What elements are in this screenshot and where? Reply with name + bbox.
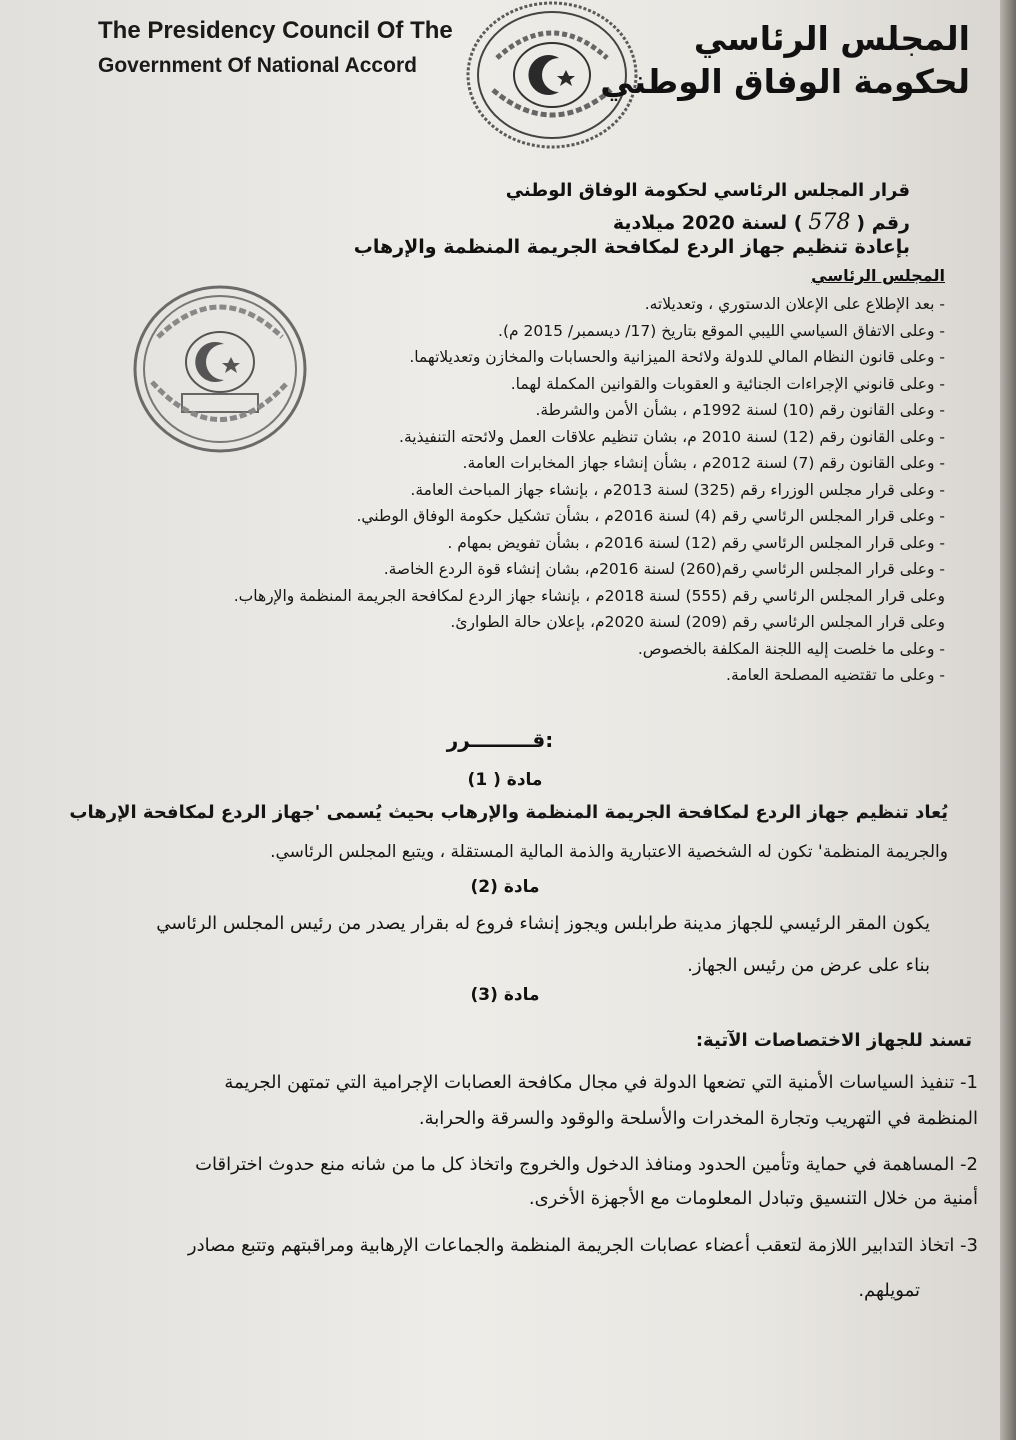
decision-title-line1: قرار المجلس الرئاسي لحكومة الوفاق الوطني: [505, 180, 910, 201]
recital-item: - وعلى ما خلصت إليه اللجنة المكلفة بالخصوص.: [637, 639, 945, 658]
article-1-line1: يُعاد تنظيم جهاز الردع لمكافحة الجريمة المنظمة والإرهاب بحيث يُسمى 'جهاز الردع لمكافحة الإرهاب: [69, 802, 948, 823]
recital-item: - وعلى قانون النظام المالي للدولة ولائحة الميزانية والحسابات والمخازن وتعديلاتهما.: [409, 348, 945, 366]
recitals-list: [85, 291, 945, 689]
letterhead-ar-line1: المجلس الرئاسي: [693, 19, 970, 58]
number-suffix: ) لسنة 2020 ميلادية: [612, 212, 803, 234]
recital-item: - وعلى قرار المجلس الرئاسي رقم (12) لسنة 2016م ، بشأن تفويض بمهام .: [447, 533, 945, 552]
recital-item: وعلى قرار المجلس الرئاسي رقم (555) لسنة 2018م ، بإنشاء جهاز الردع لمكافحة الجريمة المنظمة والإرهاب.: [233, 586, 945, 605]
letterhead-en-line2: Government Of National Accord: [98, 54, 417, 77]
article-3-intro: تسند للجهاز الاختصاصات الآتية:: [695, 1030, 972, 1051]
article-3-item-1-line1: 1- تنفيذ السياسات الأمنية التي تضعها الدولة في مجال مكافحة العصابات الإجرامية التي تمتهن الجريمة: [224, 1072, 978, 1093]
recital-item: - وعلى قرار مجلس الوزراء رقم (325) لسنة 2013م ، بإنشاء جهاز المباحث العامة.: [410, 480, 945, 499]
article-3-title: مادة (3): [470, 985, 540, 1005]
recital-item: - وعلى قرار المجلس الرئاسي رقم (4) لسنة 2016م ، بشأن تشكيل حكومة الوفاق الوطني.: [356, 507, 945, 525]
recital-item: - وعلى ما تقتضيه المصلحة العامة.: [726, 666, 945, 684]
article-1-line2: والجريمة المنظمة' تكون له الشخصية الاعتبارية والذمة المالية المستقلة ، ويتبع المجلس الرئاسي.: [270, 842, 948, 862]
arabic-letterhead: [600, 18, 970, 104]
english-letterhead: [98, 16, 453, 86]
recital-item: - وعلى القانون رقم (7) لسنة 2012م ، بشأن إنشاء جهاز المخابرات العامة.: [462, 454, 945, 472]
article-1-title: مادة ( 1): [467, 770, 543, 790]
recital-item: - وعلى القانون رقم (12) لسنة 2010 م، بشان تنظيم علاقات العمل ولائحته التنفيذية.: [399, 427, 945, 446]
article-2-line1: يكون المقر الرئيسي للجهاز مدينة طرابلس ويجوز إنشاء فروع له بقرار يصدر من رئيس المجلس الرئاسي: [156, 913, 930, 934]
recital-item: - وعلى القانون رقم (10) لسنة 1992م ، بشأن الأمن والشرطة.: [535, 401, 945, 419]
recital-item: - وعلى الاتفاق السياسي الليبي الموقع بتاريخ (17/ ديسمبر/ 2015 م).: [498, 321, 945, 340]
letterhead-en-line1: The Presidency Council Of The: [98, 17, 453, 44]
letterhead-ar-line2: لحكومة الوفاق الوطني: [600, 61, 970, 101]
article-3-item-2-line1: 2- المساهمة في حماية وتأمين الحدود ومنافذ الدخول والخروج واتخاذ كل ما من شانه منع حدوث اختراقات: [195, 1154, 978, 1175]
decision-number-line: [613, 210, 910, 235]
council-label: المجلس الرئاسي: [811, 266, 945, 285]
handwritten-number: 578: [808, 210, 851, 235]
recital-item: وعلى قرار المجلس الرئاسي رقم (209) لسنة 2020م، بإعلان حالة الطوارئ.: [450, 613, 945, 631]
article-3-item-3-line1: 3- اتخاذ التدابير اللازمة لتعقب أعضاء عصابات الجريمة المنظمة والجماعات الإرهابية ومراقبتهم وتتبع مصادر: [187, 1235, 978, 1256]
article-3-item-3-line2: تمويلهم.: [858, 1280, 920, 1301]
article-2-line2: بناء على عرض من رئيس الجهاز.: [687, 955, 930, 976]
page-edge-shadow: [1000, 0, 1016, 1440]
decision-subject: بإعادة تنظيم جهاز الردع لمكافحة الجريمة المنظمة والإرهاب: [353, 236, 910, 258]
recital-item: - وعلى قانوني الإجراءات الجنائية و العقوبات والقوانين المكملة لهما.: [510, 374, 945, 393]
decision-heading: قـــــــــرر:: [446, 728, 554, 752]
recital-item: - بعد الإطلاع على الإعلان الدستوري ، وتعديلاته.: [644, 295, 945, 313]
article-3-item-2-line2: أمنية من خلال التنسيق وتبادل المعلومات مع الأجهزة الأخرى.: [528, 1188, 978, 1209]
article-2-title: مادة (2): [470, 877, 540, 897]
number-prefix: رقم (: [856, 212, 910, 234]
article-3-item-1-line2: المنظمة في التهريب وتجارة المخدرات والأسلحة والوقود والسرقة والحرابة.: [418, 1108, 978, 1129]
recital-item: - وعلى قرار المجلس الرئاسي رقم(260) لسنة 2016م، بشان إنشاء قوة الردع الخاصة.: [383, 560, 945, 578]
